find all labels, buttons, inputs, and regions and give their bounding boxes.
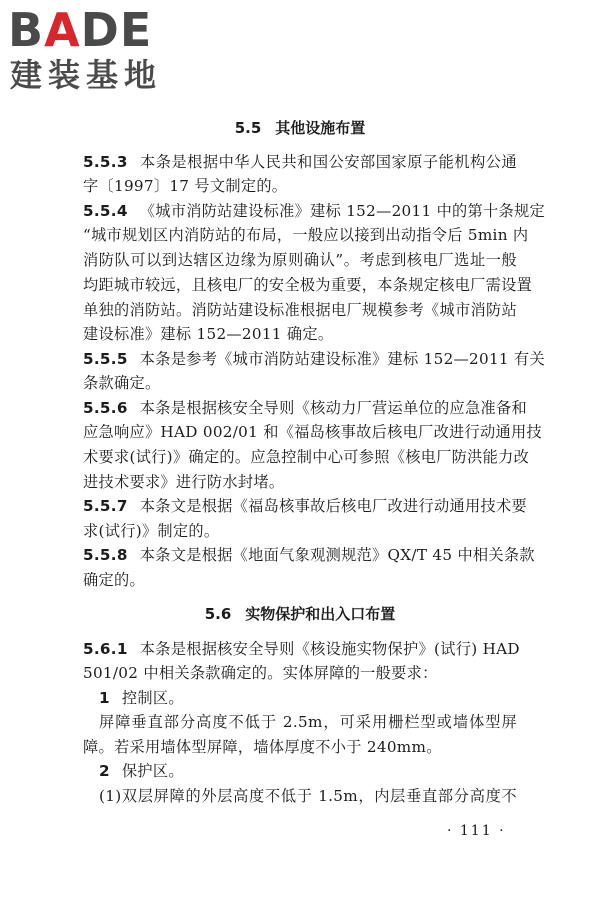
clause-5-5-3-line-1 (83, 152, 517, 172)
clause-text: 《城市消防站建设标准》建标 152—2011 中的第十条规定 (139, 202, 545, 220)
clause-5-5-7-line-1 (83, 496, 527, 516)
clause-5-5-6-line-3: 术要求(试行)》确定的。应急控制中心可参照《核电厂防洪能力改 (83, 448, 530, 466)
item-1-line-2: 障。若采用墙体型屏障，墙体厚度不小于 240mm。 (83, 738, 442, 756)
item-1-heading (99, 688, 517, 708)
clause-number: 5.5.4 (83, 202, 128, 220)
item-2-heading (99, 761, 517, 781)
clause-number: 5.5.3 (83, 153, 128, 171)
clause-5-5-3-line-2: 字〔1997〕17 号文制定的。 (83, 177, 288, 195)
clause-5-5-7-line-2: 求(试行)》制定的。 (83, 522, 220, 540)
clause-5-5-6-line-4: 进技术要求》进行防水封堵。 (83, 473, 285, 491)
clause-number: 5.5.5 (83, 350, 128, 368)
clause-text: 本条文是根据《地面气象观测规范》QX/T 45 中相关条款 (139, 546, 535, 564)
logo-letter-b: B (8, 3, 45, 57)
clause-5-5-4-line-2: “城市规划区内消防站的布局，一般应以接到出动指令后 5min 内 (83, 226, 529, 244)
clause-5-5-8-line-1 (83, 545, 535, 565)
clause-5-5-4-line-4: 均距城市较远，且核电厂的安全极为重要，本条规定核电厂需设置 (83, 276, 533, 294)
page-number: · 111 · (447, 823, 506, 839)
clause-5-5-5-line-2: 条款确定。 (83, 374, 161, 392)
clause-text: 本条是根据核安全导则《核动力厂营运单位的应急准备和 (139, 399, 527, 417)
clause-5-5-4-line-5: 单独的消防站。消防站建设标准根据电厂规模参考《城市消防站 (83, 301, 517, 319)
clause-text: 本条文是根据《福岛核事故后核电厂改进行动通用技术要 (139, 497, 527, 515)
clause-text: 本条是根据核安全导则《核设施实物保护》(试行) HAD (139, 640, 520, 658)
logo (8, 4, 178, 96)
logo-wordmark (8, 4, 152, 56)
clause-5-6-1-line-2: 501/02 中相关条款确定的。实体屏障的一般要求： (83, 664, 438, 682)
clause-5-5-4-line-6: 建设标准》建标 152—2011 确定。 (83, 325, 334, 343)
item-number: 2 (99, 762, 110, 780)
clause-number: 5.5.8 (83, 546, 128, 564)
clause-5-5-6-line-2: 应急响应》HAD 002/01 和《福岛核事故后核电厂改进行动通用技 (83, 423, 542, 441)
item-title: 保护区。 (121, 762, 184, 780)
logo-subtitle: 建装基地 (10, 56, 163, 94)
clause-5-5-8-line-2: 确定的。 (83, 571, 145, 589)
clause-5-5-6-line-1 (83, 398, 527, 418)
clause-number: 5.6.1 (83, 640, 128, 658)
logo-letters-de: DE (80, 3, 153, 57)
section-title: 实物保护和出入口布置 (245, 605, 396, 623)
clause-text: 本条是根据中华人民共和国公安部国家原子能机构公通 (139, 153, 517, 171)
clause-5-5-5-line-1 (83, 349, 545, 369)
section-heading-5-5 (0, 118, 600, 138)
clause-text: 本条是参考《城市消防站建设标准》建标 152—2011 有关 (139, 350, 545, 368)
item-title: 控制区。 (121, 689, 184, 707)
logo-letter-a: A (44, 3, 81, 57)
item-1-line-1: 屏障垂直部分高度不低于 2.5m，可采用栅栏型或墙体型屏 (99, 713, 517, 731)
section-number: 5.6 (204, 605, 232, 623)
clause-5-5-4-line-3: 消防队可以到达辖区边缘为原则确认”。考虑到核电厂选址一般 (83, 251, 517, 269)
item-2-line-1: (1)双层屏障的外层高度不低于 1.5m，内层垂直部分高度不 (99, 787, 517, 805)
section-heading-5-6 (0, 604, 600, 624)
clause-number: 5.5.7 (83, 497, 128, 515)
clause-5-5-4-line-1 (83, 201, 545, 221)
item-number: 1 (99, 689, 110, 707)
section-number: 5.5 (234, 119, 262, 137)
clause-number: 5.5.6 (83, 399, 128, 417)
clause-5-6-1-line-1 (83, 639, 520, 659)
section-title: 其他设施布置 (275, 119, 366, 137)
